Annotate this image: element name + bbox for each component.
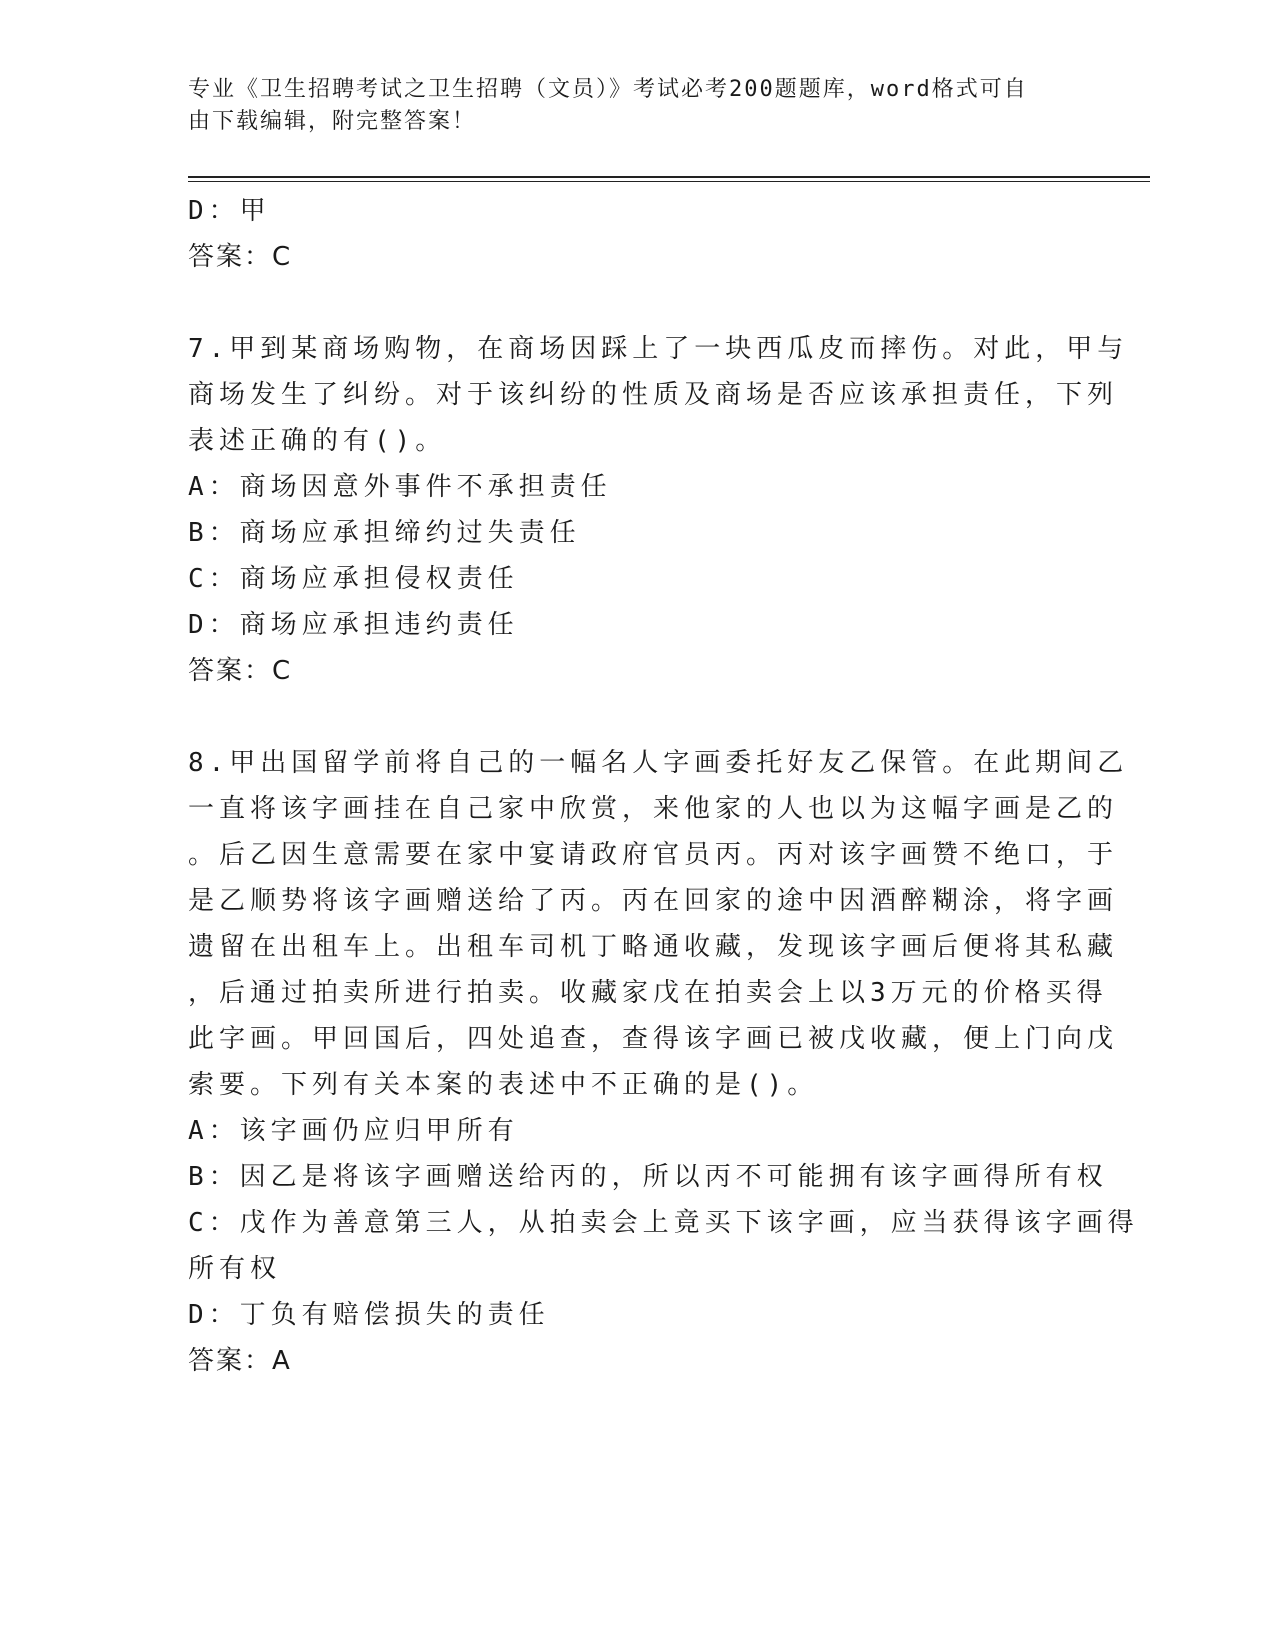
header-line-1: 专业《卫生招聘考试之卫生招聘（文员）》考试必考200题题库，word格式可自 — [188, 77, 1028, 102]
q8-option-a: A：该字画仍应归甲所有 — [188, 1116, 519, 1146]
header-rule-thick — [188, 176, 1150, 178]
q7-option-d: D：商场应承担违约责任 — [188, 610, 519, 640]
spacer — [188, 694, 1088, 740]
q8-stem-line-7: 此字画。甲回国后，四处追查，查得该字画已被戊收藏，便上门向戊 — [188, 1024, 1119, 1054]
q8-stem-line-8: 索要。下列有关本案的表述中不正确的是()。 — [188, 1070, 819, 1100]
header-line-2: 由下载编辑，附完整答案！ — [188, 109, 477, 134]
q7-option-a: A：商场因意外事件不承担责任 — [188, 472, 612, 502]
q7-option-b: B：商场应承担缔约过失责任 — [188, 518, 581, 548]
document-body — [188, 188, 1139, 1384]
q8-answer: 答案：A — [188, 1346, 292, 1376]
q8-stem-line-1: 8.甲出国留学前将自己的一幅名人字画委托好友乙保管。在此期间乙 — [188, 748, 1129, 778]
q8-option-c-cont: 所有权 — [188, 1254, 282, 1284]
header-rule-thin — [188, 181, 1150, 182]
question-7 — [188, 326, 1129, 694]
q7-stem-line-3: 表述正确的有()。 — [188, 426, 447, 456]
q8-stem-line-4: 是乙顺势将该字画赠送给了丙。丙在回家的途中因酒醉糊涂，将字画 — [188, 886, 1119, 916]
q7-stem-line-2: 商场发生了纠纷。对于该纠纷的性质及商场是否应该承担责任，下列 — [188, 380, 1119, 410]
q8-stem-line-2: 一直将该字画挂在自己家中欣赏，来他家的人也以为这幅字画是乙的 — [188, 794, 1119, 824]
q7-answer: 答案：C — [188, 656, 293, 686]
question-8 — [188, 740, 1139, 1384]
q8-option-c: C：戊作为善意第三人，从拍卖会上竟买下该字画，应当获得该字画得 — [188, 1208, 1139, 1238]
prev-answer: 答案：C — [188, 242, 293, 272]
prev-option-d: D：甲 — [188, 196, 271, 226]
q8-option-d: D：丁负有赔偿损失的责任 — [188, 1300, 550, 1330]
q7-option-c: C：商场应承担侵权责任 — [188, 564, 519, 594]
spacer — [188, 280, 1088, 326]
q8-option-b: B：因乙是将该字画赠送给丙的，所以丙不可能拥有该字画得所有权 — [188, 1162, 1108, 1192]
q8-stem-line-6: ，后通过拍卖所进行拍卖。收藏家戊在拍卖会上以3万元的价格买得 — [188, 978, 1108, 1008]
document-header — [188, 74, 1068, 138]
q8-stem-line-5: 遗留在出租车上。出租车司机丁略通收藏，发现该字画后便将其私藏 — [188, 932, 1119, 962]
q7-stem-line-1: 7.甲到某商场购物，在商场因踩上了一块西瓜皮而摔伤。对此，甲与 — [188, 334, 1129, 364]
q8-stem-line-3: 。后乙因生意需要在家中宴请政府官员丙。丙对该字画赞不绝口，于 — [188, 840, 1119, 870]
